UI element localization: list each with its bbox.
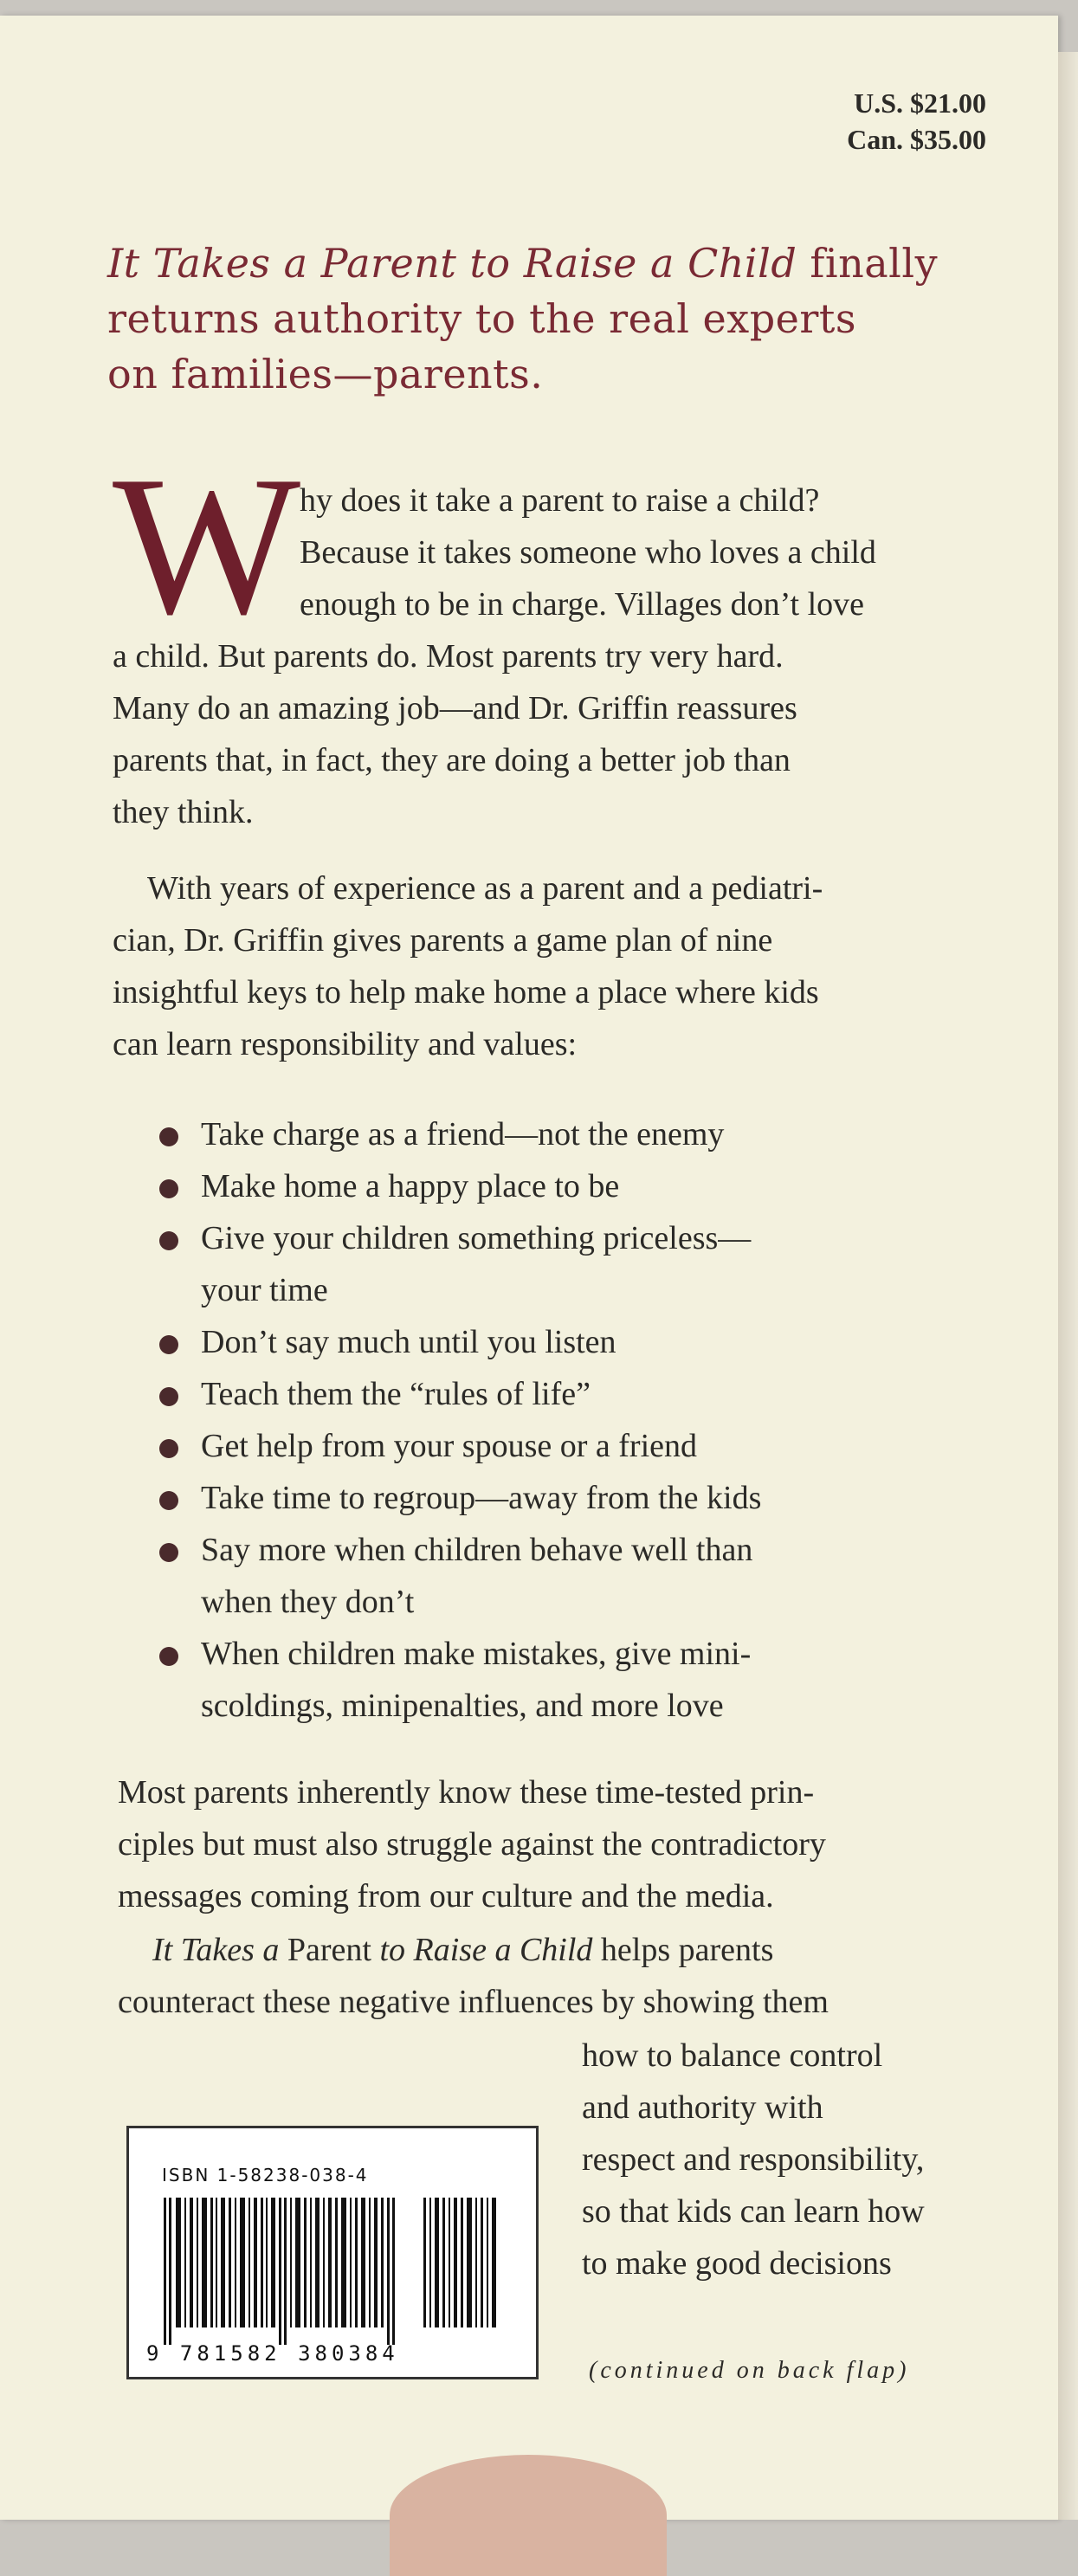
list-item <box>156 1316 935 1368</box>
bullet-dot-icon <box>159 1179 178 1198</box>
list-item-text: Get help from your spouse or a friend <box>201 1428 698 1464</box>
intro-rest-line: parents that, in fact, they are doing a better job than <box>113 742 791 778</box>
bullet-dot-icon <box>159 1231 178 1250</box>
isbn-barcode <box>126 2126 539 2379</box>
para3-line: Most parents inherently know these time-tested prin- <box>118 1774 815 1811</box>
para3-line: ciples but must also struggle against the contradictory <box>118 1826 826 1863</box>
bullet-dot-icon <box>159 1647 178 1666</box>
bullet-dot-icon <box>159 1387 178 1406</box>
intro-rest <box>113 630 961 838</box>
intro-first-lines <box>300 475 992 630</box>
list-item-text: Take charge as a friend—not the enemy <box>201 1116 725 1152</box>
intro-rest-line: a child. But parents do. Most parents try very hard. <box>113 638 784 675</box>
bullet-dot-icon <box>159 1335 178 1354</box>
price-can: Can. $35.00 <box>847 124 986 155</box>
intro-line2: Because it takes someone who loves a child <box>300 534 876 571</box>
list-item-text: Say more when children behave well than <box>201 1532 753 1568</box>
para2-line: With years of experience as a parent and a pediatri- <box>147 870 823 907</box>
list-item <box>156 1628 935 1732</box>
bullet-dot-icon <box>159 1491 178 1510</box>
drop-cap: W <box>113 435 301 655</box>
ean-right: 380384 <box>298 2341 399 2366</box>
headline-line1-rest: finally <box>797 240 939 287</box>
list-item <box>156 1472 935 1524</box>
continued-note: (continued on back flap) <box>589 2357 910 2384</box>
list-item <box>156 1420 935 1472</box>
intro-rest-line: Many do an amazing job—and Dr. Griffin reassures <box>113 690 797 726</box>
ean-digits <box>146 2341 399 2366</box>
paragraph-four-right <box>582 2030 1032 2289</box>
list-item-text: Give your children something priceless— <box>201 1220 752 1256</box>
bullet-dot-icon <box>159 1543 178 1562</box>
title-part2: to Raise a Child <box>379 1932 593 1968</box>
list-item <box>156 1212 935 1316</box>
list-item-text: Don’t say much until you listen <box>201 1324 616 1360</box>
book-edge <box>1058 52 1078 2520</box>
list-item-text: Take time to regroup—away from the kids <box>201 1480 762 1516</box>
headline-title: It Takes a Parent to Raise a Child <box>107 240 797 287</box>
bullet-dot-icon <box>159 1127 178 1146</box>
list-item <box>156 1524 935 1628</box>
title-part1: It Takes a <box>152 1932 280 1968</box>
para3-line: messages coming from our culture and the media. <box>118 1878 774 1914</box>
barcode-bars-icon <box>164 2198 510 2345</box>
list-item <box>156 1108 935 1160</box>
title-parent: Parent <box>279 1932 380 1968</box>
para2-line: can learn responsibility and values: <box>113 1026 578 1062</box>
para4-line1-rest: helps parents <box>592 1932 774 1968</box>
price-us: U.S. $21.00 <box>854 87 986 119</box>
para2-line: insightful keys to help make home a place where kids <box>113 974 819 1010</box>
headline-line3: on families—parents. <box>107 351 544 397</box>
list-item-text: Teach them the “rules of life” <box>201 1376 591 1412</box>
para4-line2: counteract these negative influences by showing them <box>118 1984 829 2020</box>
list-item-text: When children make mistakes, give mini- <box>201 1636 752 1672</box>
list-item <box>156 1160 935 1212</box>
para4-right-line: how to balance control <box>582 2037 883 2074</box>
list-item-text: your time <box>201 1272 328 1308</box>
para4-right-line: to make good decisions <box>582 2245 892 2282</box>
list-item <box>156 1368 935 1420</box>
bullet-dot-icon <box>159 1439 178 1458</box>
price-block <box>847 85 986 158</box>
paragraph-three <box>118 1766 966 1922</box>
paragraph-two <box>113 862 961 1070</box>
list-item-text: Make home a happy place to be <box>201 1168 620 1204</box>
headline <box>107 236 973 402</box>
para4-right-line: respect and responsibility, <box>582 2141 925 2178</box>
list-item-text: scoldings, minipenalties, and more love <box>201 1688 724 1724</box>
intro-line1: hy does it take a parent to raise a child? <box>300 482 820 519</box>
intro-line3: enough to be in charge. Villages don’t love <box>300 586 865 623</box>
para4-right-line: so that kids can learn how <box>582 2193 925 2230</box>
para2-line: cian, Dr. Griffin gives parents a game plan of nine <box>113 922 773 959</box>
list-item-text: when they don’t <box>201 1584 415 1620</box>
headline-line2: returns authority to the real experts <box>107 295 856 342</box>
ean-left: 9 <box>146 2341 164 2366</box>
ean-mid: 781582 <box>179 2341 281 2366</box>
keys-list <box>156 1108 935 1732</box>
paragraph-four <box>118 1924 966 2028</box>
isbn-label: ISBN 1-58238-038-4 <box>162 2165 369 2185</box>
para4-right-line: and authority with <box>582 2089 823 2126</box>
thumb <box>390 2455 667 2576</box>
intro-rest-line: they think. <box>113 794 254 830</box>
